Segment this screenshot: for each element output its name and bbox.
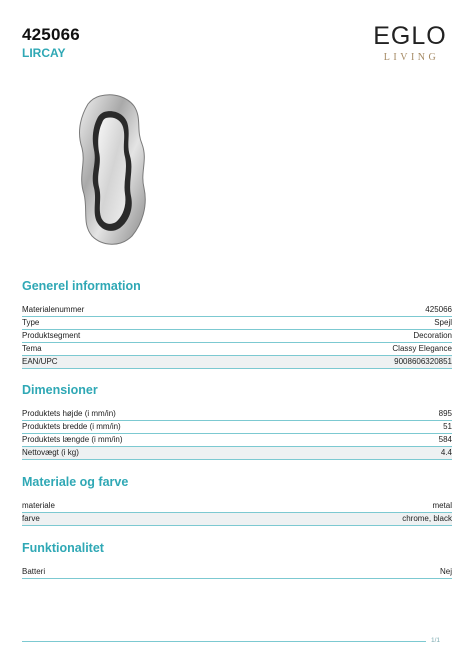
table-row — [22, 343, 452, 356]
row-value: Decoration — [413, 331, 452, 340]
row-label: Type — [22, 318, 40, 327]
table-row — [22, 408, 452, 421]
table-row — [22, 317, 452, 330]
row-value: metal — [432, 501, 452, 510]
row-label: farve — [22, 514, 40, 523]
row-label: Produktets bredde (i mm/in) — [22, 422, 121, 431]
row-label: Produktsegment — [22, 331, 81, 340]
row-value: 895 — [438, 409, 452, 418]
row-value: Nej — [439, 567, 452, 576]
section-title-general: Generel information — [22, 279, 141, 293]
mirror-glass — [98, 117, 126, 223]
functionality-table — [22, 566, 452, 579]
table-row — [22, 513, 452, 526]
table-row — [22, 304, 452, 317]
row-value: Spejl — [434, 318, 452, 327]
page-number: 1/1 — [431, 637, 441, 644]
product-name: LIRCAY — [22, 46, 66, 60]
table-row — [22, 566, 452, 579]
footer-divider — [22, 641, 426, 642]
row-value: 584 — [438, 435, 452, 444]
section-title-dimensions: Dimensioner — [22, 383, 98, 397]
row-value: 4.4 — [440, 448, 452, 457]
table-row — [22, 356, 452, 369]
brand-logo — [367, 22, 453, 63]
table-row — [22, 330, 452, 343]
row-label: materiale — [22, 501, 55, 510]
product-image — [70, 90, 160, 250]
table-row — [22, 434, 452, 447]
row-label: Tema — [22, 344, 42, 353]
row-value: chrome, black — [402, 514, 452, 523]
row-label: EAN/UPC — [22, 357, 58, 366]
logo-main-text: EGLO — [373, 22, 447, 50]
row-label: Batteri — [22, 567, 46, 576]
product-id: 425066 — [22, 25, 80, 44]
row-value: 425066 — [425, 305, 452, 314]
table-row — [22, 421, 452, 434]
table-row — [22, 500, 452, 513]
row-label: Produktets højde (i mm/in) — [22, 409, 116, 418]
row-value: 9008606320851 — [394, 357, 452, 366]
row-label: Nettovægt (i kg) — [22, 448, 79, 457]
row-value: Classy Elegance — [392, 344, 452, 353]
row-label: Materialenummer — [22, 305, 85, 314]
section-title-functionality: Funktionalitet — [22, 541, 104, 555]
dimensions-table — [22, 408, 452, 460]
material-table — [22, 500, 452, 526]
section-title-material: Materiale og farve — [22, 475, 129, 489]
table-row — [22, 447, 452, 460]
logo-sub-text: LIVING — [383, 52, 440, 63]
row-label: Produktets længde (i mm/in) — [22, 435, 123, 444]
general-info-table — [22, 304, 452, 369]
row-value: 51 — [443, 422, 452, 431]
